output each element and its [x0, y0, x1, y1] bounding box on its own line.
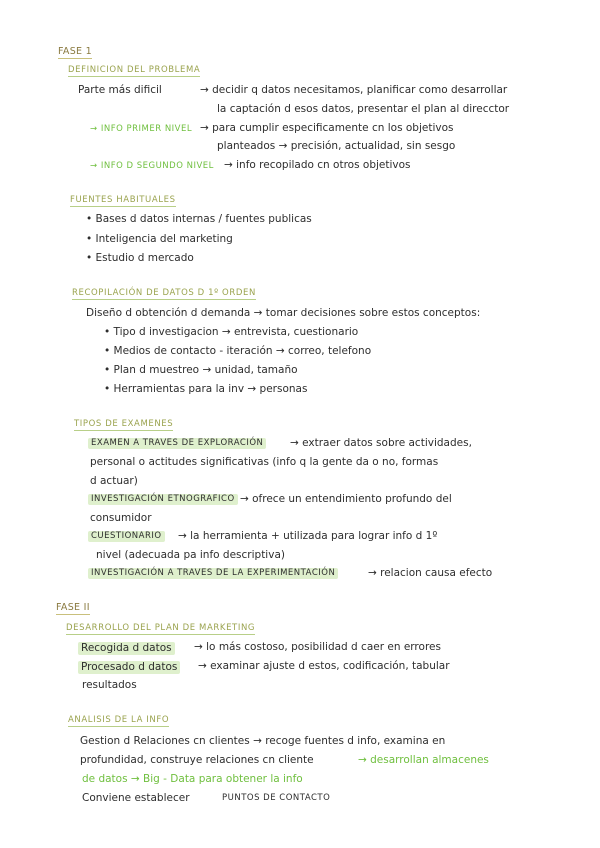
recopilacion-item: • Tipo d investigacion → entrevista, cuestionario	[104, 326, 359, 338]
section-heading-definicion: DEFINICION DEL PROBLEMA	[68, 65, 201, 75]
definicion-line-3-text: → para cumplir especificamente cn los objetivos	[200, 122, 454, 134]
cuestionario-highlight: CUESTIONARIO	[88, 531, 165, 542]
procesado-datos-text: → examinar ajuste d estos, codificación, tabular	[198, 660, 450, 672]
analisis-line-4: Conviene establecer	[82, 792, 190, 804]
fuentes-item: • Inteligencia del marketing	[86, 233, 233, 245]
analisis-line-1: Gestion d Relaciones cn clientes → recoge fuentes d info, examina en	[80, 735, 446, 747]
investigacion-experimentacion-text: → relacion causa efecto	[368, 567, 493, 579]
recogida-datos-highlight: Recogida d datos	[78, 642, 175, 655]
analisis-line-2: profundidad, construye relaciones cn cliente	[80, 754, 314, 766]
investigacion-etnografico-highlight: INVESTIGACIÓN ETNOGRAFICO	[88, 494, 238, 505]
cuestionario-line-2: nivel (adecuada pa info descriptiva)	[96, 549, 285, 561]
fuentes-item: • Bases d datos internas / fuentes publicas	[86, 213, 312, 225]
analisis-line-2-green: → desarrollan almacenes	[358, 754, 489, 766]
section-heading-fuentes: FUENTES HABITUALES	[70, 195, 176, 205]
examen-exploracion-highlight: EXAMEN A TRAVES DE EXPLORACIÓN	[88, 438, 266, 449]
info-primer-nivel-label: → INFO PRIMER NIVEL	[90, 124, 193, 134]
examen-exploracion-line-2: personal o actitudes significativas (info q la gente da o no, formas	[90, 456, 439, 468]
analisis-line-3-green: de datos → Big - Data para obtener la info	[82, 773, 303, 785]
recopilacion-item: • Plan d muestreo → unidad, tamaño	[104, 364, 298, 376]
investigacion-etnografico-line-2: consumidor	[90, 512, 152, 524]
definicion-line-1-label: Parte más dificil	[78, 84, 162, 96]
fuentes-item: • Estudio d mercado	[86, 252, 194, 264]
definicion-line-4: planteados → precisión, actualidad, sin sesgo	[217, 140, 456, 152]
recogida-datos-text: → lo más costoso, posibilidad d caer en errores	[194, 641, 441, 653]
recopilacion-intro: Diseño d obtención d demanda → tomar decisiones sobre estos conceptos:	[86, 307, 481, 319]
section-heading-recopilacion: RECOPILACIÓN DE DATOS D 1º ORDEN	[72, 288, 256, 298]
recopilacion-item: • Medios de contacto - iteración → correo, telefono	[104, 345, 372, 357]
info-segundo-nivel-label: → INFO D SEGUNDO NIVEL	[90, 161, 214, 171]
section-heading-tipos: TIPOS DE EXAMENES	[74, 419, 174, 429]
examen-exploracion-text: → extraer datos sobre actividades,	[290, 437, 472, 449]
definicion-line-1-text: → decidir q datos necesitamos, planificar como desarrollar	[200, 84, 508, 96]
cuestionario-text: → la herramienta + utilizada para lograr info d 1º	[178, 530, 438, 542]
section-heading-desarrollo: DESARROLLO DEL PLAN DE MARKETING	[66, 623, 256, 633]
section-heading-analisis: ANALISIS DE LA INFO	[68, 715, 170, 725]
investigacion-experimentacion-highlight: INVESTIGACIÓN A TRAVES DE LA EXPERIMENTACIÓN	[88, 568, 338, 579]
puntos-de-contacto: PUNTOS DE CONTACTO	[222, 793, 331, 803]
definicion-line-2: la captación d esos datos, presentar el plan al direcctor	[217, 103, 510, 115]
investigacion-etnografico-text: → ofrece un entendimiento profundo del	[240, 493, 452, 505]
procesado-datos-highlight: Procesado d datos	[78, 661, 180, 674]
recopilacion-item: • Herramientas para la inv → personas	[104, 383, 308, 395]
examen-exploracion-line-3: d actuar)	[90, 475, 138, 487]
definicion-line-5-text: → info recopilado cn otros objetivos	[224, 159, 411, 171]
phase-1-label: FASE 1	[58, 46, 92, 57]
phase-2-label: FASE II	[56, 602, 90, 613]
procesado-datos-line-2: resultados	[82, 679, 137, 691]
